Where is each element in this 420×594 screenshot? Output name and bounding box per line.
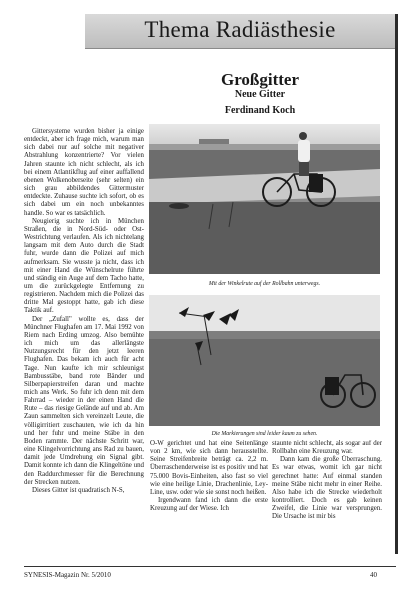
- text-column-middle: [150, 440, 268, 560]
- section-banner: [85, 14, 395, 49]
- paragraph: Dann kam die große Überraschung. Es war etwas, womit ich gar nicht gerechnet hatte: Auf einmal standen meine Stäbe nicht mehr in einer Reihe. Also habe ich die Strecke wiederholt kontrolliert. Doch es gab keinen Zweifel, die Linie war versprungen. Die Ursache ist mir bis: [272, 456, 382, 521]
- photo-markers-field: [149, 295, 380, 426]
- footer-rule: [24, 566, 396, 567]
- article-author: Ferdinand Koch: [224, 105, 296, 116]
- side-rule: [395, 14, 398, 554]
- photo-caption: Die Markierungen sind leider kaum zu sehen.: [211, 431, 318, 437]
- article-title: Großgitter: [220, 70, 300, 89]
- paragraph: Der „Zufall" wollte es, dass der Münchner Flughafen am 17. Mai 1992 von Riem nach Erding umzog. Also bemühte ich mich um das allerlängste Nutzungsrecht für den jetzt leeren Flughafen. Das bekam ich auch für acht Tage. Nun kaufte ich mir schleunigst Bambusstäbe, band rote Bänder und Silberpapierstreifen daran und machte mich ans Werk. So fuhr ich denn mit dem Fahrrad – wieder in der einen Hand die Rute – das riesige Gelände auf und ab. Am Zaun sammelten sich vereinzelt Leute, die völligirritiert zuschauten, wie ich da hin und her fuhr und meine Stäbe in den Boden rammte. Der nächste Schritt war, eine Klingelvorrichtung ans Rad zu bauen, damit jede Umdrehung ein Signal gibt. Damit konnte ich dann die Klingeltöne und den Raddurchmesser für die Berechnung der Strecken nutzen.: [24, 315, 144, 486]
- section-title: Thema Radiästhesie: [144, 17, 336, 42]
- paragraph: Irgendwann fand ich dann die erste Kreuzung auf der Wiese. Ich: [150, 497, 268, 513]
- photo-caption: Mit der Winkelrute auf der Rollbahn unterwegs.: [208, 281, 321, 287]
- paragraph: O-W gerichtet und hat eine Seitenlänge von 2 km, wie sich dann herausstellte. Seine Streifenbreite beträgt ca. 2,2 m. Überraschenderweise ist es positiv und hat 75.000 Bovis-Einheiten, also fast so viel wie eine heilige Linie, Drachenlinie, Ley-Line, usw. oder wie sie sonst noch heißen.: [150, 440, 268, 496]
- paragraph: Dieses Gitter ist quadratisch N-S,: [32, 486, 125, 494]
- article-subtitle: Neue Gitter: [234, 89, 286, 100]
- text-column-left: [24, 128, 144, 562]
- photo-cyclist-runway: [149, 124, 380, 274]
- page-number: 40: [370, 571, 377, 579]
- paragraph: staunte nicht schlecht, als sogar auf der Rollbahn eine Kreuzung war.: [272, 440, 382, 456]
- paragraph: Gittersysteme wurden bisher ja einige entdeckt, aber ich frage mich, warum man sich dabei nur auf solche mit negativer Abstrahlung konzentrierte? Vor vielen Jahren staunte ich nicht schlecht, als ich bei einem Atlantikflug auf einer auffallend ebenen Wolkenoberseite (sehr selten) ein sich grau abbildendes Gittermuster entdeckte. Zuhause suchte ich sofort, ob es sich dabei um ein noch unbekanntes handle. So war es tatsächlich.: [24, 128, 144, 217]
- footer-magazine: SYNESIS-Magazin Nr. 5/2010: [24, 571, 111, 579]
- paragraph: Neugierig suchte ich in München Straßen, die in Nord-Süd- oder Ost-Westrichtung verlaufen. Als ich nichtelang langsam mit dem Auto durch die Stadt fuhr, wurde dann die Polizei auf mich aufmerksam. Sie wusste ja nicht, dass ich mit einer Hand die Wünschelrute führte und ständig ein Auge auf dem Tacho hatte, um die zurückgelegte Entfernung zu registrieren. Nachdem mich die Polizei das dritte Mal gestoppt hatte, gab ich diese Taktik auf.: [24, 217, 144, 315]
- text-column-right: [272, 440, 382, 560]
